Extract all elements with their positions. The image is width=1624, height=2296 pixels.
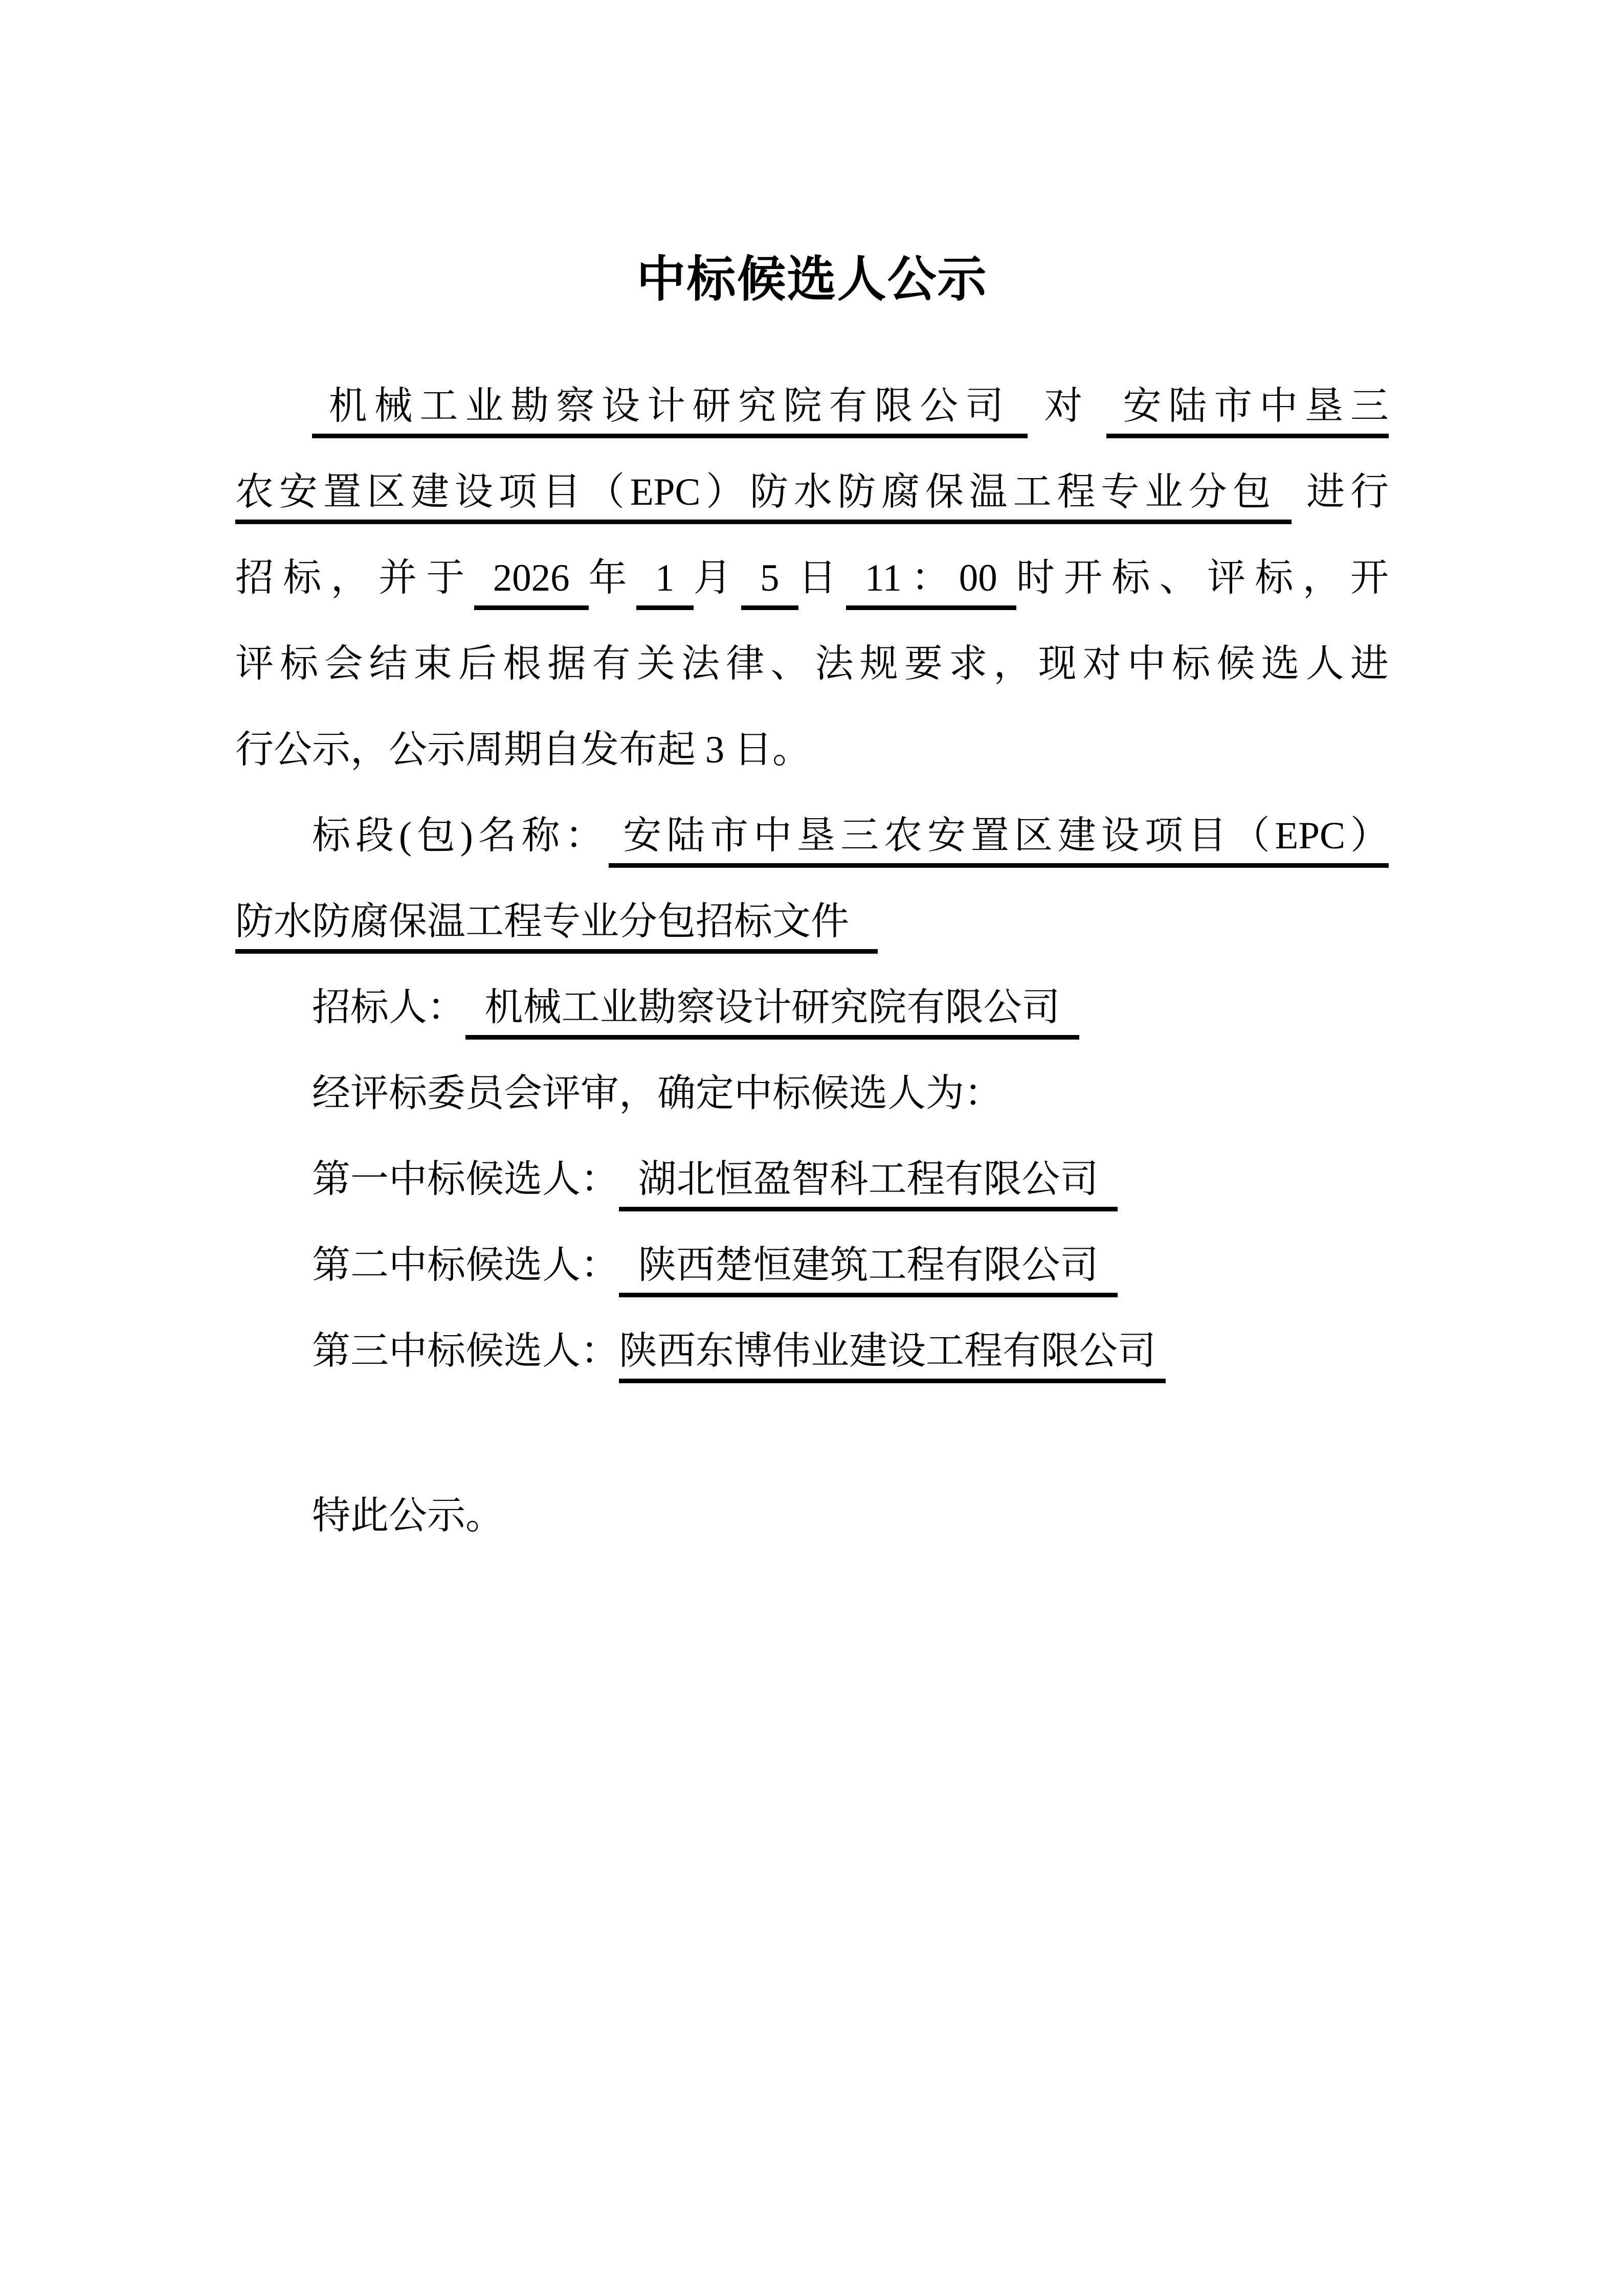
plain-text: 评标会结束后根据有关法律、法规要求，现对中标候选人进 [235,643,1389,685]
time-underlined: 11：00 [846,557,1016,610]
plain-text: 招标，并于 [235,557,474,599]
tenderer-name-underlined: 机械工业勘察设计研究院有限公司 [465,986,1079,1040]
bidder-name-underlined: 机械工业勘察设计研究院有限公司 [312,385,1028,438]
candidate-3-label: 第三中标候选人： [312,1330,619,1372]
plain-text: 行公示，公示周期自发布起 3 日。 [235,729,811,771]
section-name-line-2 [235,879,1389,965]
tenderer-line [235,965,1389,1051]
section-name-underlined: 防水防腐保温工程专业分包招标文件 [235,901,878,954]
plain-text: 对 [1027,385,1106,427]
page-title: 中标候选人公示 [636,252,988,307]
candidate-2-label: 第二中标候选人： [312,1244,619,1287]
month-underlined: 1 [636,557,694,610]
announce-line-4 [235,621,1389,707]
candidate-1-line [235,1137,1389,1223]
year-underlined: 2026 [474,557,589,610]
closing-text: 特此公示。 [312,1495,504,1537]
announce-line-5 [235,707,1389,793]
candidate-2-name-underlined: 陕西楚恒建筑工程有限公司 [619,1244,1118,1297]
announce-line-2 [235,449,1389,535]
plain-text: 月 [693,557,741,599]
plain-text: 年 [588,557,636,599]
candidate-3-name-underlined: 陕西东博伟业建设工程有限公司 [619,1330,1166,1383]
plain-text: 时开标、评标，开 [1016,557,1389,599]
section-name-label: 标段(包)名称： [312,815,609,857]
announce-line-1 [235,364,1389,449]
closing-line [235,1473,1389,1559]
announce-line-3 [235,535,1389,621]
project-name-underlined: 安陆市中垦三 [1106,385,1389,438]
candidate-1-name-underlined: 湖北恒盈智科工程有限公司 [619,1158,1118,1211]
project-name-underlined: 农安置区建设项目（EPC）防水防腐保温工程专业分包 [235,471,1292,524]
candidate-1-label: 第一中标候选人： [312,1158,619,1201]
review-line [235,1051,1389,1137]
document-body [235,364,1389,1559]
plain-text: 日 [798,557,846,599]
candidate-3-line [235,1309,1389,1394]
day-underlined: 5 [741,557,798,610]
blank-line [235,1394,1389,1473]
section-name-underlined: 安陆市中垦三农安置区建设项目（EPC） [609,815,1389,868]
section-name-line-1 [235,793,1389,879]
tenderer-label: 招标人： [312,986,466,1029]
plain-text: 进行 [1291,471,1389,513]
plain-text: 经评标委员会评审，确定中标候选人为： [312,1072,1003,1115]
candidate-2-line [235,1223,1389,1309]
